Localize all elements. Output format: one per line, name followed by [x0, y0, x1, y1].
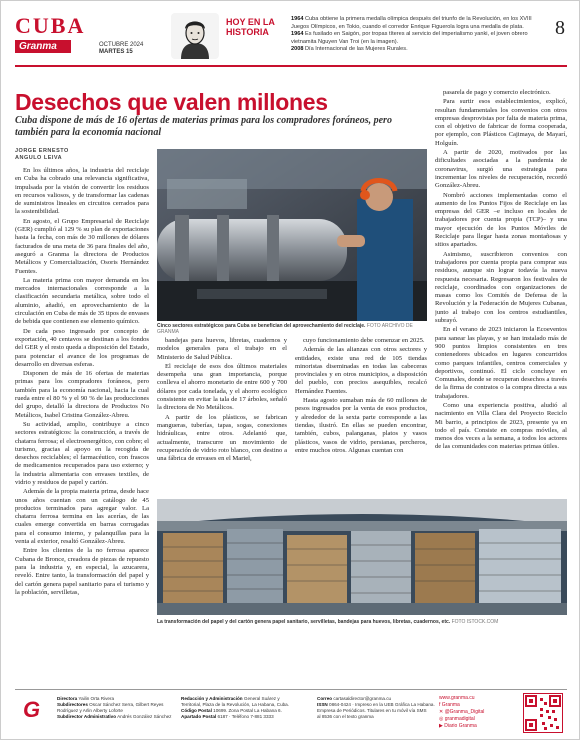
- photo-caption-1: Cinco sectores estratégicos para Cuba se benefician del aprovechamiento del reciclaje. FOTO ARCHIVO DE GRANMA: [157, 323, 413, 335]
- issue-day: MARTES 15: [99, 49, 133, 55]
- website-link[interactable]: www.granma.cu: [439, 695, 475, 701]
- history-item: 1964 Cuba obtiene la primera medalla olímpica después del triunfo de la Revolución, en los XVIII Juegos Olímpicos, en Tokio, cuando el corredor Enrique Figuerola logra una medalla de plata.: [291, 16, 532, 30]
- instagram-icon: ◎: [439, 716, 444, 722]
- qr-code-icon[interactable]: [523, 693, 563, 733]
- article-column-4: pasarela de pago y comercio electrónico. Para surtir esos establecimientos, explicó, resultan fundamentales los convenios con otros empresas desprovistas por falta de materia prima, con el objetivo de fabricar de forma cooperada, por ejemplo, con Plásticos Cajimaya, de Mayarí, Holguín. A partir de 2020, motivados por las dificultades asociadas a la pandemia de coronavirus, surgió una estrategia para incrementar los niveles de recuperación, recordó González-Abreu. Nombró acciones implementadas como el aumento de los Puntos Fijos de Reciclaje en las empresas del GER –e incluso en locales de trabajadores por cuenta propia (TCP)– y una mayor ejecución de los Puntos Móviles de Reciclaje para llegar hasta zonas montañosas y sitios apartados. Asimismo, suscribieron convenios con trabajadores por cuenta propia para comprar sus residuos, aunque sin lograr todavía la nueva respuesta necesaria. Regresaron los festivales de reciclaje, coordinados con organizaciones de masas como los Comités de Defensa de la Revolución y la Federación de Mujeres Cubanas, junto al trabajo con los centros estudiantiles, subrayó. En el verano de 2023 iniciaron la Ecoeventos para sanear las playas, y se han instalado más de 900 puntos limpios consistentes en tres contenedores ubicados en lugares concurridos como parques infantiles, centros comerciales y deportivos, continuó. El ciclo concluye en Comunales, donde se recuperan desechos a través de la firma de contratos o la compra directa a sus trabajadores. Como una experiencia positiva, aludió al nacimiento en Villa Clara del Proyecto Reciclo Mi barrio, a principios de 2023, presente ya en todo el país. Consiste en compras móviles, al menos dos veces a la semana, a todos los actores de las comunidades con materias primas útiles.: [435, 89, 567, 451]
- youtube-link[interactable]: ▶ Diario Granma: [439, 723, 477, 729]
- photo-caption-2: La transformación del papel y del cartón genera papel sanitario, servilletas, bandejas para huevos, libretas, cuadernos, etc. FOTO ISTOCK.COM: [157, 619, 499, 625]
- recycling-worker-photo: [157, 149, 427, 321]
- footer-staff: Directora Yailin Orta Rivera Subdirectores Oscar Sánchez Serra, Gilbert Reyes Rodríguez y Arlin Alberty Loforte Subdirector Administrativo Andrés González Sánchez: [57, 696, 172, 719]
- page-number: 8: [555, 17, 565, 39]
- history-item: 1964 Es fusilado en Saigón, por tropas títeres al servicio del imperialismo yanki, el joven obrero vietnamita Nguyen Van Troi (en la imagen).: [291, 31, 528, 45]
- youtube-icon: ▶: [439, 723, 443, 729]
- issue-date: OCTUBRE 2024: [99, 42, 144, 48]
- facebook-link[interactable]: f Granma: [439, 702, 460, 708]
- cardboard-bales-photo: [157, 499, 567, 615]
- twitter-icon: ✕: [439, 709, 444, 715]
- history-portrait-image: [171, 13, 219, 59]
- masthead: [15, 13, 567, 63]
- masthead-rule: [15, 65, 567, 67]
- article-deck: Cuba dispone de más de 16 ofertas de materias primas para los compradores foráneos, pero también para la economía nacional: [15, 115, 392, 138]
- article-column-3: cuyo funcionamiento debe comenzar en 2025. Además de las alianzas con otros sectores y entidades, existe una red de 105 tiendas minoristas diseminadas en todas las cabeceras provinciales y en otros municipios, a disposición del pueblo, con precios asequibles, recalcó Hernández Fuentes. Hasta agosto sumaban más de 60 millones de pesos ingresados por la venta de esos productos, y alrededor de la sexta parte corresponde a las tiendas, ilustró. En ellas se pueden encontrar, también, cubos, palanganas, platos y vasos plásticos, vasos de vidrio, persianas, percheros, entre muchos otros. Algunas cuentan con: [295, 337, 427, 454]
- history-label: HOY EN LA HISTORIA: [226, 17, 275, 37]
- article-column-2: bandejas para huevos, libretas, cuadernos y modelos generales para el trabajo en el Ministerio de Salud Pública. El reciclaje de esos dos últimos materiales desempeña una gran importancia, porque conlleva el ahorro monetario de entre 600 y 700 dólares por cada tonelada, y el ahorro ecológico consistente en evitar la tala de 17 árboles, señaló la directora de No Metálicos. A partir de los plásticos, se fabrican mangueras, tuberías, tapas, sogas, conexiones hidráulicas, entre otros. Adelantó que, actualmente, transcurre un movimiento de recuperación de vidrio roto blanco, con destino a una fábrica de envases en el Mariel,: [157, 337, 287, 463]
- footer-address: Redacción y Administración General Suárez y Territorial, Plaza de la Revolución, La Habana, Cuba. Código Postal 10699. Zona Postal La Habana 6. Apartado Postal 6187 · Teléfono 7-881 3333: [181, 696, 290, 719]
- article-column-1: En los últimos años, la industria del reciclaje en Cuba ha cobrado una relevancia significativa, impulsada por la visión de convertir los residuos en recursos valiosos, y de transformar las cadenas de suministros lineales en circuitos cerrados para la sostenibilidad. En agosto, el Grupo Empresarial de Reciclaje (GER) cumplió al 129 % su plan de exportaciones hasta la fecha, con más de 30 millones de dólares facturados de una meta de 36 para finales del año, aseguró a Granma la directora de Productos Metálicos y Comercialización, Osoris Hernández Fuentes. La materia prima con mayor demanda en los mercados internacionales corresponde a la clasificación secundaria metálica, sobre todo el aluminio, añadió, en aprovechamiento de la circulación en Cuba de más de 35 tipos de envases de bebida que contienen ese elemento químico. De cada peso ingresado por concepto de exportación, 40 centavos se destinan a los fondos del GER y el resto queda a disposición del Estado, para potenciar el avance de los programas de desarrollo en diversas esferas. Disponen de más de 16 ofertas de materias primas para los compradores foráneos, pero también para la economía nacional, hacia la cual rueda entre el 80 % y el 90 % de las producciones del grupo, detalló la directora de Productos No Metálicos, Isabel Cristina González-Abreu. Su actividad, amplio, contribuye a cinco sectores estratégicos: la construcción, a través de chatarra ferrosa; el electroenergético, con cobre; el turismo, gracias al apoyo en la recogida de desechos reciclables; el farmacéutico, con frascos de medicamentos recuperados para uso externo; y la industria alimentaria con envases textiles, de vidrio y residuos de papel y cartón. Además de la propia materia prima, desde hace unos años cuentan con un catálogo de 45 productos terminados para agregar valor. La chatarra ferrosa termina en las acerías, de las cuales emerge convertida en barras corrugadas para el consumo interno, y palanquillas para la venta al exterior, resaltó González-Abreu. Entre los clientes de la no ferrosa aparece Cubana de Bronce, creadora de piezas de repuesto para la industria y, en especial, la azucarera, reveló. Entre tanto, la transformación del papel y del cartón genera papel sanitario para el turismo y la población, servilletas,: [15, 167, 149, 596]
- facebook-icon: f: [439, 702, 441, 708]
- twitter-link[interactable]: ✕ @Granma_Digital: [439, 709, 485, 715]
- byline: JORGE ERNESTO ANGULO LEIVA: [15, 148, 69, 161]
- history-list: [291, 16, 537, 54]
- article-headline: Desechos que valen millones: [15, 89, 328, 115]
- footer-rule: [15, 689, 567, 690]
- instagram-link[interactable]: ◎ granmadigital: [439, 716, 475, 722]
- social-links: [439, 695, 484, 730]
- footer-logo: G: [23, 697, 41, 722]
- section-name: CUBA: [15, 13, 86, 38]
- brand-logo: Granma: [15, 40, 71, 53]
- footer-contact: Correo cartasaldirector@granma.cu ISSN 0864-0424 · Impreso en la UEB Gráfica La Habana. Empresa de Periódicos. Titulares en tu móvil vía SMS al 8536 con el texto granma: [317, 696, 435, 719]
- history-item: 2008 Día Internacional de las Mujeres Rurales.: [291, 46, 408, 53]
